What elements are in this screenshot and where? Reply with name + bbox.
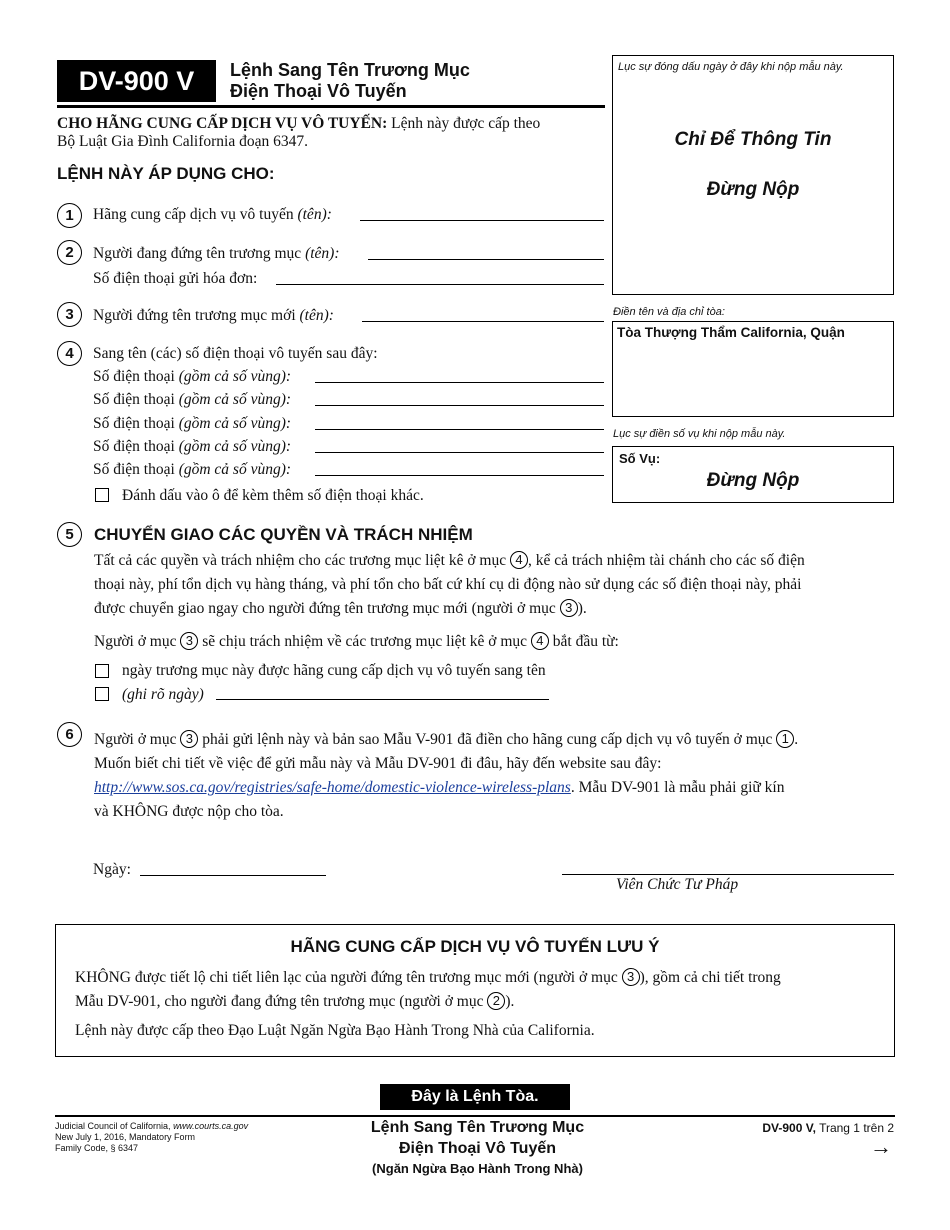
item-number-4: 4 (57, 341, 82, 366)
section6-paragraph: Người ở mục 3 phải gửi lệnh này và bản sao Mẫu V-901 đã điền cho hãng cung cấp dịch vụ vô tuyến ở mục 1 . Muốn biết chi tiết về việc để gửi mẫu này và Mẫu DV-901 đi đâu, hãy đến website sau đây: http://www.sos.ca.gov/registries/safe-home/domestic-violence-wireless-plans. Mẫu DV-901 là mẫu phải giữ kín và KHÔNG được nộp cho tòa. (94, 731, 799, 820)
specify-date-checkbox[interactable] (95, 687, 109, 701)
item4-intro: Sang tên (các) số điện thoại vô tuyến sau đây: (93, 345, 378, 362)
ref-circle-4: 4 (510, 551, 528, 569)
ref-circle-3: 3 (560, 599, 578, 617)
specify-date-field[interactable] (216, 699, 549, 700)
judicial-officer-label: Viên Chức Tư Pháp (616, 876, 739, 893)
ref-circle-1: 1 (776, 730, 794, 748)
section5-heading: CHUYỂN GIAO CÁC QUYỀN VÀ TRÁCH NHIỆM (94, 525, 473, 544)
notice-text: KHÔNG được tiết lộ chi tiết liên lạc của người đứng tên trương mục mới (người ở mục 3 ), gồm cả chi tiết trong Mẫu DV-901, cho người đang đứng tên trương mục (người ở mục 2 ). Lệnh này được cấp theo Đạo Luật Ngăn Ngừa Bạo Hành Trong Nhà của California. (75, 969, 781, 1039)
form-title-line1: Lệnh Sang Tên Trương Mục (230, 60, 470, 80)
section5-responsibility: Người ở mục 3 sẽ chịu trách nhiệm về các trương mục liệt kê ở mục 4 bắt đầu từ: (94, 633, 619, 650)
phone-label-1: Số điện thoại (gồm cả số vùng): (93, 368, 292, 385)
clerk-stamp-box (612, 55, 894, 295)
phone-field-4[interactable] (315, 452, 604, 453)
transfer-date-label: ngày trương mục này được hãng cung cấp dịch vụ vô tuyến sang tên (122, 662, 546, 679)
phone-field-5[interactable] (315, 475, 604, 476)
info-only-label: Chỉ Để Thông Tin (674, 129, 832, 150)
item-number-6: 6 (57, 722, 82, 747)
phone-field-3[interactable] (315, 429, 604, 430)
new-holder-name-field[interactable] (362, 321, 604, 322)
sos-website-link[interactable]: http://www.sos.ca.gov/registries/safe-home/domestic-violence-wireless-plans (94, 779, 571, 796)
ref-circle-3: 3 (180, 632, 198, 650)
notice-heading: HÃNG CUNG CẤP DỊCH VỤ VÔ TUYẾN LƯU Ý (290, 937, 660, 956)
footer-left-info: Judicial Council of California, www.courts.ca.gov New July 1, 2016, Mandatory Form Family Code, § 6347 (55, 1121, 249, 1153)
do-not-file-label: Đừng Nộp (706, 179, 800, 200)
court-name: Tòa Thượng Thẩm California, Quận (617, 325, 845, 340)
clerk-stamp-note: Lục sự đóng dấu ngày ở đây khi nộp mẫu này. (618, 61, 844, 73)
date-label: Ngày: (93, 861, 131, 878)
item-number-1: 1 (57, 203, 82, 228)
case-do-not-file: Đừng Nộp (706, 470, 800, 491)
header-rule (57, 105, 605, 108)
item-number-2: 2 (57, 240, 82, 265)
phone-label-3: Số điện thoại (gồm cả số vùng): (93, 415, 292, 432)
billing-phone-label: Số điện thoại gửi hóa đơn: (93, 270, 258, 287)
item3-label: Người đứng tên trương mục mới (tên): (93, 307, 334, 324)
judicial-signature-line[interactable] (562, 874, 894, 875)
specify-date-label: (ghi rõ ngày) (122, 686, 204, 703)
ref-circle-3: 3 (180, 730, 198, 748)
current-holder-name-field[interactable] (368, 259, 604, 260)
case-number-note: Lục sự điền số vụ khi nộp mẫu này. (613, 428, 786, 440)
phone-label-5: Số điện thoại (gồm cả số vùng): (93, 461, 292, 478)
footer-page-info: DV-900 V, Trang 1 trên 2 (762, 1121, 894, 1135)
item-number-5: 5 (57, 522, 82, 547)
attach-more-checkbox[interactable] (95, 488, 109, 502)
section5-paragraph: Tất cả các quyền và trách nhiệm cho các trương mục liệt kê ở mục 4 , kể cả trách nhiệm tài chánh cho các số điện thoại này, phí tổn dịch vụ hàng tháng, và phí tổn cho bất cứ khí cụ di động nào sử dụng các số điện thoại này, phải được chuyển giao ngay cho người đứng tên trương mục mới (người ở mục 3 ). (94, 552, 805, 617)
case-number-label: Số Vụ: (619, 451, 661, 466)
intro-lead: CHO HÃNG CUNG CẤP DỊCH VỤ VÔ TUYẾN: (57, 115, 388, 132)
transfer-date-checkbox[interactable] (95, 664, 109, 678)
date-field[interactable] (140, 875, 326, 876)
item2-label: Người đang đứng tên trương mục (tên): (93, 245, 340, 262)
court-address-note: Điền tên và địa chỉ tòa: (613, 306, 725, 318)
provider-name-field[interactable] (360, 220, 604, 221)
phone-label-2: Số điện thoại (gồm cả số vùng): (93, 391, 292, 408)
form-code: DV-900 V (57, 60, 216, 102)
ref-circle-2: 2 (487, 992, 505, 1010)
billing-phone-field[interactable] (276, 284, 604, 285)
intro-line1: CHO HÃNG CUNG CẤP DỊCH VỤ VÔ TUYẾN: Lệnh này được cấp theo (57, 115, 541, 132)
ref-circle-4: 4 (531, 632, 549, 650)
item-number-3: 3 (57, 302, 82, 327)
next-page-arrow-icon[interactable]: → (870, 1134, 892, 1159)
phone-label-4: Số điện thoại (gồm cả số vùng): (93, 438, 292, 455)
applies-heading: LỆNH NÀY ÁP DỤNG CHO: (57, 164, 275, 183)
intro-line2: Bộ Luật Gia Đình California đoạn 6347. (57, 133, 308, 150)
item1-label: Hãng cung cấp dịch vụ vô tuyến (tên): (93, 206, 332, 223)
phone-field-2[interactable] (315, 405, 604, 406)
ref-circle-3: 3 (622, 968, 640, 986)
attach-more-label: Đánh dấu vào ô để kèm thêm số điện thoại khác. (122, 487, 424, 504)
form-title-line2: Điện Thoại Vô Tuyến (230, 81, 407, 101)
footer-title: Lệnh Sang Tên Trương Mục Điện Thoại Vô Tuyến (Ngăn Ngừa Bạo Hành Trong Nhà) (370, 1119, 585, 1176)
court-order-banner: Đây là Lệnh Tòa. (380, 1084, 570, 1110)
phone-field-1[interactable] (315, 382, 604, 383)
